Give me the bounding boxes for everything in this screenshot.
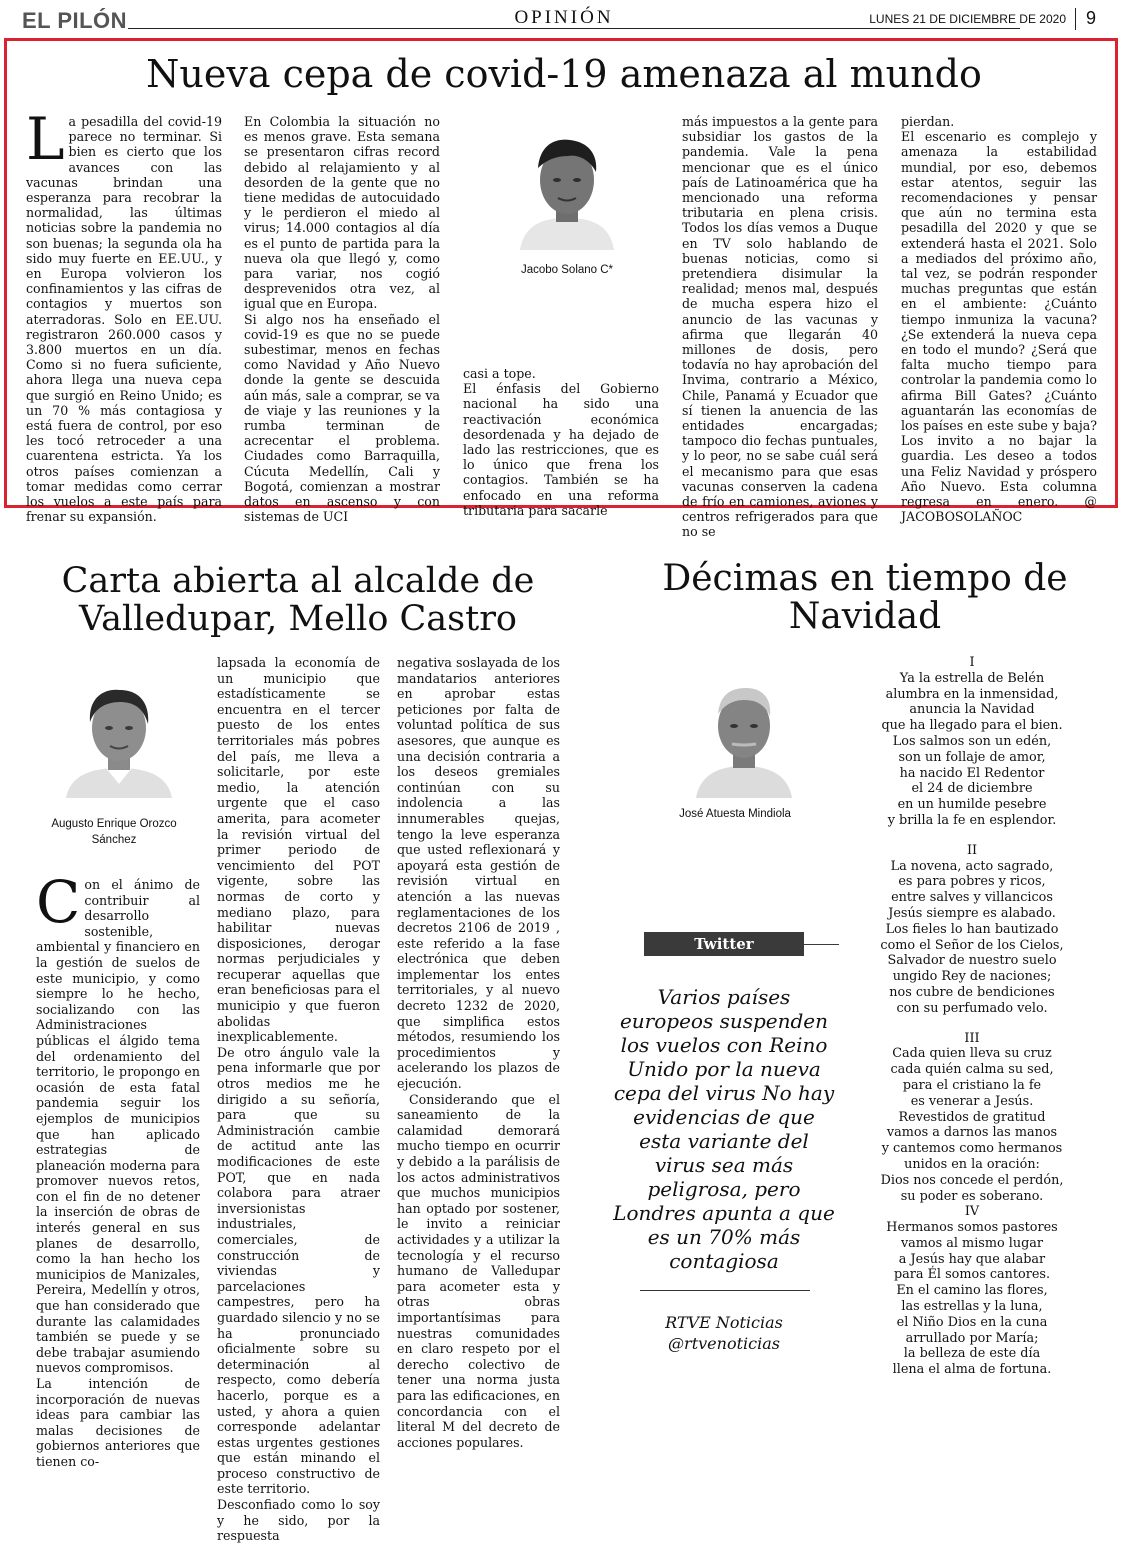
poem-line: en un humilde pesebre [897,797,1047,813]
article2-col3-para1: negativa soslayada de los mandatarios anteriores en aprobar estas peticiones por falta de voluntad política de sus asesores, que aunque es una decisión contraria a los deseos gremiales continúan con su indolencia a las innumerables quejas, tengo la leve esperanza que usted reflexionará y apoyará esta gestión de revisión virtual en atención a las nuevas reglamentaciones de los decretos 2106 de 2019 , este referido a la fase electrónica que deben implementar los entes territoriales, y al nuevo decreto 1232 de 2020, que simplifica estos métodos, resumiendo los procedimientos y acelerando los plazos de ejecución. [397,655,560,1092]
article1-col2-para1: En Colombia la situación no es menos grave. Esta semana se presentaron cifras record debido al relajamiento y al desorden de la gente que no tiene medidas de autocuidado y le perdieron el miedo al virus; 14.000 contagios al día es el punto de partida para la nueva ola que llegó y, como para variar, nos cogió desprevenidos otra vez, al igual que en Europa. [244,114,440,312]
article2-col2-para3: Desconfiado como lo soy y he sido, por la respuesta [217,1497,380,1544]
article3-title: Décimas en tiempo de Navidad [662,558,1068,637]
tweet-source-handle: @rtvenoticias [668,1334,780,1353]
poem-line: ungido Rey de naciones; [892,969,1052,985]
poem-line: el Niño Dios en la cuna [896,1314,1048,1330]
issue-date: LUNES 21 DE DICIEMBRE DE 2020 [869,12,1066,26]
poem-line: la belleza de este día [903,1346,1041,1362]
page-separator [1075,8,1076,30]
article2-author: Augusto Enrique Orozco Sánchez [51,818,177,846]
article2-col2-para2: De otro ángulo vale la pena informarle que por otros medios me he dirigido a su señoría, para que su Administración cambie de actitud ante las modificaciones de este POT, que en nada colabora para atraer inversionistas industriales, comerciales, de construcción de viviendas y parcelaciones campestres, pero ha guardado silencio y no se ha pronunciado oficialmente sobre su determinación al respecto, como debería hacerlo, porque es a usted, y ahora a quien corresponde adelantar estas urgentes gestiones que están minando el proceso constructivo de este territorio. [217,1044,380,1497]
poem-line: y cantemos como hermanos [881,1141,1063,1157]
poem-line: Cada quien lleva su cruz [892,1046,1052,1062]
tweet-source [612,1312,836,1354]
poem-line: Salvador de nuestro suelo [887,953,1057,969]
page-number: 9 [1085,8,1096,28]
article1-title: Nueva cepa de covid-19 amenaza al mundo [146,52,982,96]
poem-line: Ya la estrella de Belén [899,670,1045,686]
poem-line: anuncia la Navidad [909,702,1035,718]
tweet-separator [640,1290,810,1291]
article2-col2 [217,655,380,1544]
poem-line: alumbra en la inmensidad, [885,686,1059,702]
article2-col3 [397,655,560,1450]
article1-col5-para2: El escenario es complejo y amenaza la estabilidad mundial, por eso, debemos estar atentos, seguir las recomendaciones y pensar que aún no termina esta pesadilla del 2020 y que se extenderá hasta el 2021. Solo a mediados del próximo año, tal vez, se podrán responder muchas preguntas que están en el ambiente: ¿Cuánto tiempo inmuniza la vacuna? ¿Se extenderá la nueva cepa en todo el mundo? ¿Será que falta mucho tiempo para controlar la pandemia como lo afirma Bill Gates? ¿Cuánto aguantarán las economías de los países en este sube y baja? Los invito a no bajar la guardia. Les deseo a todos una Feliz Navidad y próspero Año Nuevo. Esta columna regresa en enero. @ JACOBOSOLAÑOC [901,129,1097,525]
stanza-number: IV [964,1204,980,1220]
poem-line: para Él somos cantores. [893,1267,1051,1283]
article3-author: José Atuesta Mindiola [679,808,791,820]
article1-col4-text: más impuestos a la gente para subsidiar los gastos de la pandemia. Vale la pena mencionar que es el único país de Latinoamérica que ha mencionado una reforma tributaria en plena crisis. Todos los días vemos a Duque en TV solo hablando de buenas noticias, como si pretendiera disimular la realidad; menos mal, después de mucha espera hizo el anuncio de las vacunas y afirma que llegarán 40 millones de dosis, pero todavía no hay aprobación del Invima, contrario a México, Chile, Panamá y Ecuador que sí tienen la anuencia de las entidades encargadas; tampoco dio fechas puntuales, y lo peor, no se sabe cuál será el mecanismo para que esas vacunas conserven la cadena de frío en camiones, aviones y centros refrigerados para que no se [682,114,878,540]
poem-line: que ha llegado para el bien. [881,718,1063,734]
newspaper-logo: EL PILÓN [22,8,128,33]
article1-col1 [26,105,222,525]
author-photo-augusto [60,680,178,798]
author-photo-jose [692,680,796,798]
article1-col3-para1: casi a tope. [463,366,536,381]
article2-col1-para2: La intención de incorporación de nuevas ideas para cambiar las malas decisiones de gobiernos anteriores que tienen co- [36,1376,200,1469]
stanza-number: III [964,1030,980,1046]
poem-line: unidos en la oración: [904,1156,1040,1172]
poem-line: son un follaje de amor, [898,749,1046,765]
poem-line: Los salmos son un edén, [892,733,1052,749]
poem-line: En el camino las flores, [896,1283,1048,1299]
article1-author: Jacobo Solano C* [520,264,614,276]
poem-line: con su perfumado velo. [896,1000,1048,1016]
poem-line: Jesús siempre es alabado. [888,905,1056,921]
poem-line: cada quién calma su sed, [890,1062,1054,1078]
poem-line: entre salves y villancicos [891,890,1053,906]
article2-dropcap: C [36,868,81,936]
poem-line: Hermanos somos pastores [886,1220,1058,1236]
article1-col4 [682,114,878,540]
article2-col1-para1: on el ánimo de contribuir al desarrollo sostenible, ambiental y financiero en la gestión de suelos de este municipio, y como siempre lo he hecho, socializando con las Administraciones públicas el álgido tema del ordenamiento del territorio, le propongo en ocasión de esta fatal pandemia seguir los ejemplos de municipios que han aplicado estrategias de planeación moderna para promover nuevos retos, con el fin de no detener la inserción de obras de interés general en sus planes de desarrollo, como la han hecho los municipios de Manizales, Pereira, Medellín y otros, que han considerado que durante las calamidades también se puede y se debe trabajar asumiendo nuevos compromisos. [36,877,200,1376]
poem-line: nos cubre de bendiciones [889,984,1055,1000]
poem-line: llena el alma de fortuna. [892,1362,1052,1378]
section-label: OPINIÓN [504,7,623,28]
poem-line: es para pobres y ricos, [898,874,1046,890]
article1-col3 [463,366,659,518]
poem-line: es venerar a Jesús. [910,1093,1034,1109]
poem-line: Los fieles lo han bautizado [885,921,1059,937]
poem-line: Dios nos concede el perdón, [880,1172,1064,1188]
article2-col3-para2: Considerando que el saneamiento de la calamidad demorará mucho tiempo en ocurrir y debido a la parálisis de los actos administrativos que muchos municipios han optado por sostener, le invito a reiniciar actividades y a utilizar la tecnología y el recurso humano de Valledupar para acometer esta y otras obras importantísimas para nuestras comunidades en claro respeto por el derecho colectivo de tener una norma justa para las edificaciones, en concordancia con el literal M del decreto de acciones populares. [397,1091,560,1450]
poem [862,655,1082,1378]
poem-line: vamos a darnos las manos [886,1125,1058,1141]
article1-col3-para2: El énfasis del Gobierno nacional ha sido una reactivación económica desordenada y ha dejado de lado las restricciones, que es lo único que frena los contagios. También se ha enfocado en una reforma tributaria para sacarle [463,381,659,518]
poem-line: para el cristiano la fe [902,1077,1042,1093]
article2-col2-para1: lapsada la economía de un municipio que estadísticamente se encuentra en el tercer puesto de los entes territoriales más pobres del país, me lleva a solicitarle, por este medio, la atención urgente que el caso amerita, para acometer la revisión virtual del primer periodo de vencimiento del POT vigente, sobre las normas de corto y mediano plazo, para habilitar nuevas disposiciones, derogar normas perjudiciales y recuperar aquellas que eran beneficiosas para el municipio y que fueron abolidas inexplicablemente. [217,655,380,1045]
poem-line: el 24 de diciembre [911,781,1033,797]
poem-line: vamos al mismo lugar [900,1235,1044,1251]
poem-line: como el Señor de los Cielos, [880,937,1064,953]
tweet-quote: Varios países europeos suspenden los vuelos con Reino Unido por la nueva cepa del virus No hay evidencias de que esta variante del virus sea más peligrosa, pero Londres apunta a que es un 70% más contagiosa [613,985,835,1273]
stanza-number: II [966,842,978,858]
article1-col5 [901,114,1097,524]
poem-line: a Jesús hay que alabar [898,1251,1046,1267]
poem-line: La novena, acto sagrado, [890,858,1054,874]
tweet-source-name: RTVE Noticias [665,1313,783,1332]
poem-line: ha nacido El Redentor [899,765,1045,781]
stanza-number: I [969,655,975,670]
article1-dropcap: L [26,105,65,173]
article1-col2 [244,114,440,524]
twitter-label: Twitter [644,932,804,956]
poem-line: Revestidos de gratitud [898,1109,1046,1125]
article1-col2-para2: Si algo nos ha enseñado el covid-19 es que no se puede subestimar, menos en fechas como Navidad y Año Nuevo donde la gente se descuida aún más, sale a comprar, se va de viaje y las reuniones y la rumba terminan de acrecentar el problema. Ciudades como Barraquilla, Cúcuta Medellín, Cali y Bogotá, comienzan a mostrar datos en ascenso y con sistemas de UCI [244,311,440,525]
article1-col1-text: a pesadilla del covid-19 parece no terminar. Si bien es cierto que los avances con las vacunas brindan una esperanza para recobrar la normalidad, las últimas noticias sobre la pandemia no son buenas; la segunda ola ha sido muy fuerte en EE.UU., y en Europa volvieron los confinamientos y las cifras de contagios y muertos son aterradoras. Solo en EE.UU. registraron 260.000 casos y 3.800 muertos en un día. Como si no fuera suficiente, ahora llega una nueva cepa que surgió en Reino Unido; es un 70 % más contagiosa y está fuera de control, por eso les tocó retroceder a una cuarentena estricta. Ya los otros países comienzan a tomar medidas como cerrar los vuelos a este país para frenar su expansión. [26,114,222,525]
article1-col5-para1: pierdan. [901,114,955,129]
poem-line: y brilla la fe en esplendor. [887,812,1057,828]
poem-line: su poder es soberano. [900,1188,1044,1204]
article2-col1 [36,868,200,1470]
author-photo-jacobo [512,130,622,250]
poem-line: arrullado por María; [905,1330,1039,1346]
article2-title: Carta abierta al alcalde de Valledupar, Mello Castro [61,561,535,639]
poem-line: las estrellas y la luna, [901,1299,1043,1315]
